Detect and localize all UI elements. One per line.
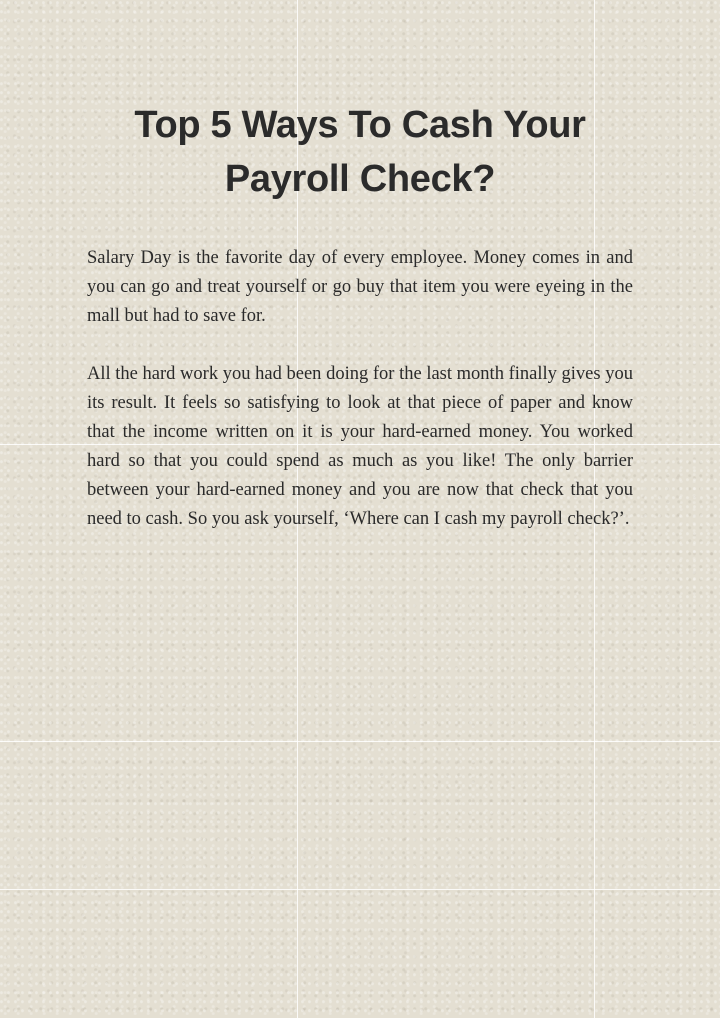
document-page [87,98,633,563]
document-title: Top 5 Ways To Cash Your Payroll Check? [134,104,586,200]
tile-seam-horizontal [0,741,720,742]
paragraph-hard-work: All the hard work you had been doing for the last month finally gives you its result. It feels so satisfying to look at that piece of paper and know that the income written on it is your hard-earned money. You worked hard so that you could spend as much as you like! The only barrier between your hard-earned money and you are now that check that you need to cash. So you ask yourself, ‘Where can I cash my payroll check?’. [87,364,633,529]
tile-seam-horizontal [0,889,720,890]
paragraph-salary-day: Salary Day is the favorite day of every employee. Money comes in and you can go and treat yourself or go buy that item you were eyeing in the mall but had to save for. [87,248,633,326]
